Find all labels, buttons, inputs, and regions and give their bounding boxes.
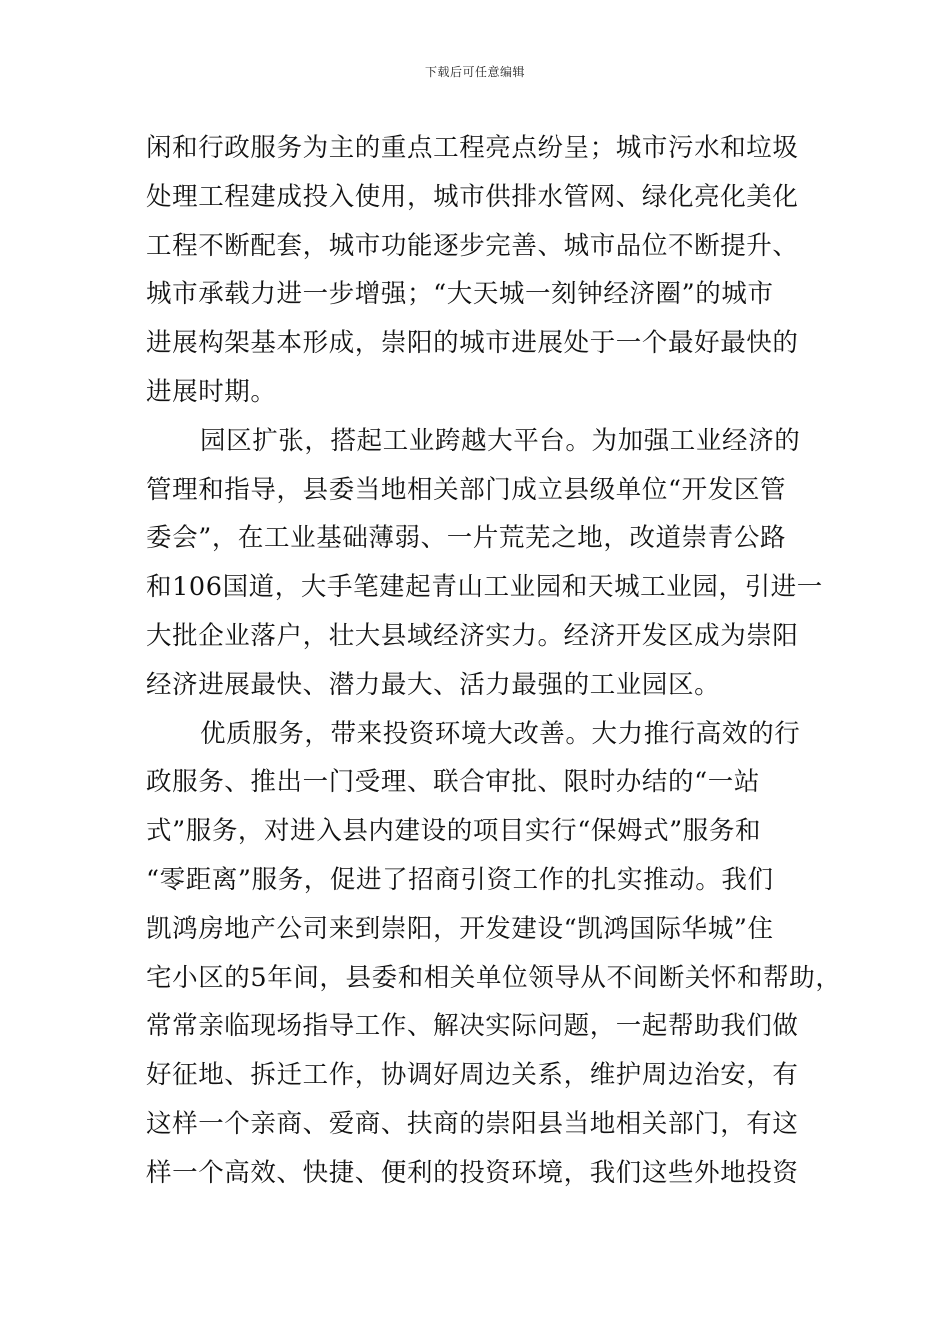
paragraph-1-line-2: 处理工程建成投入使用，城市供排水管网、绿化亮化美化 — [146, 181, 799, 212]
paragraph-2-line-6: 经济进展最快、潜力最大、活力最强的工业园区。 — [146, 669, 721, 700]
paragraph-1-line-5: 进展构架基本形成，崇阳的城市进展处于一个最好最快的 — [146, 328, 799, 359]
paragraph-3-line-5: 凯鸿房地产公司来到崇阳，开发建设“凯鸿国际华城”住 — [146, 913, 774, 944]
paragraph-2-line-4: 和106国道，大手笔建起青山工业园和天城工业园，引进一 — [146, 572, 823, 603]
paragraph-3-line-9: 这样一个亲商、爱商、扶商的崇阳县当地相关部门，有这 — [146, 1108, 799, 1139]
paragraph-2-line-1: 园区扩张，搭起工业跨越大平台。为加强工业经济的 — [200, 425, 801, 456]
paragraph-3-line-7: 常常亲临现场指导工作、解决实际问题，一起帮助我们做 — [146, 1011, 799, 1042]
paragraph-2-line-2: 管理和指导，县委当地相关部门成立县级单位“开发区管 — [146, 474, 787, 505]
paragraph-3-line-10: 样一个高效、快捷、便利的投资环境，我们这些外地投资 — [146, 1157, 799, 1188]
paragraph-3-line-2: 政服务、推出一门受理、联合审批、限时办结的“一站 — [146, 767, 760, 798]
paragraph-3-line-6: 宅小区的5年间，县委和相关单位领导从不间断关怀和帮助， — [146, 962, 842, 993]
paragraph-1-line-6: 进展时期。 — [146, 376, 277, 407]
paragraph-2-line-5: 大批企业落户，壮大县域经济实力。经济开发区成为崇阳 — [146, 620, 799, 651]
page-header: 下载后可任意编辑 — [424, 65, 525, 79]
paragraph-3-line-8: 好征地、拆迁工作，协调好周边关系，维护周边治安，有 — [146, 1060, 799, 1091]
paragraph-3-line-4: “零距离”服务，促进了招商引资工作的扎实推动。我们 — [146, 864, 774, 895]
paragraph-3-line-1: 优质服务，带来投资环境大改善。大力推行高效的行 — [200, 718, 801, 749]
paragraph-3-line-3: 式”服务，对进入县内建设的项目实行“保姆式”服务和 — [146, 816, 762, 847]
paragraph-1-line-4: 城市承载力进一步增强；“大天城一刻钟经济圈”的城市 — [146, 279, 774, 310]
paragraph-1-line-3: 工程不断配套，城市功能逐步完善、城市品位不断提升、 — [146, 230, 799, 261]
paragraph-2-line-3: 委会”，在工业基础薄弱、一片荒芜之地，改道崇青公路 — [146, 523, 787, 554]
document-body — [146, 124, 842, 1198]
paragraph-1-line-1: 闲和行政服务为主的重点工程亮点纷呈；城市污水和垃圾 — [146, 133, 799, 163]
